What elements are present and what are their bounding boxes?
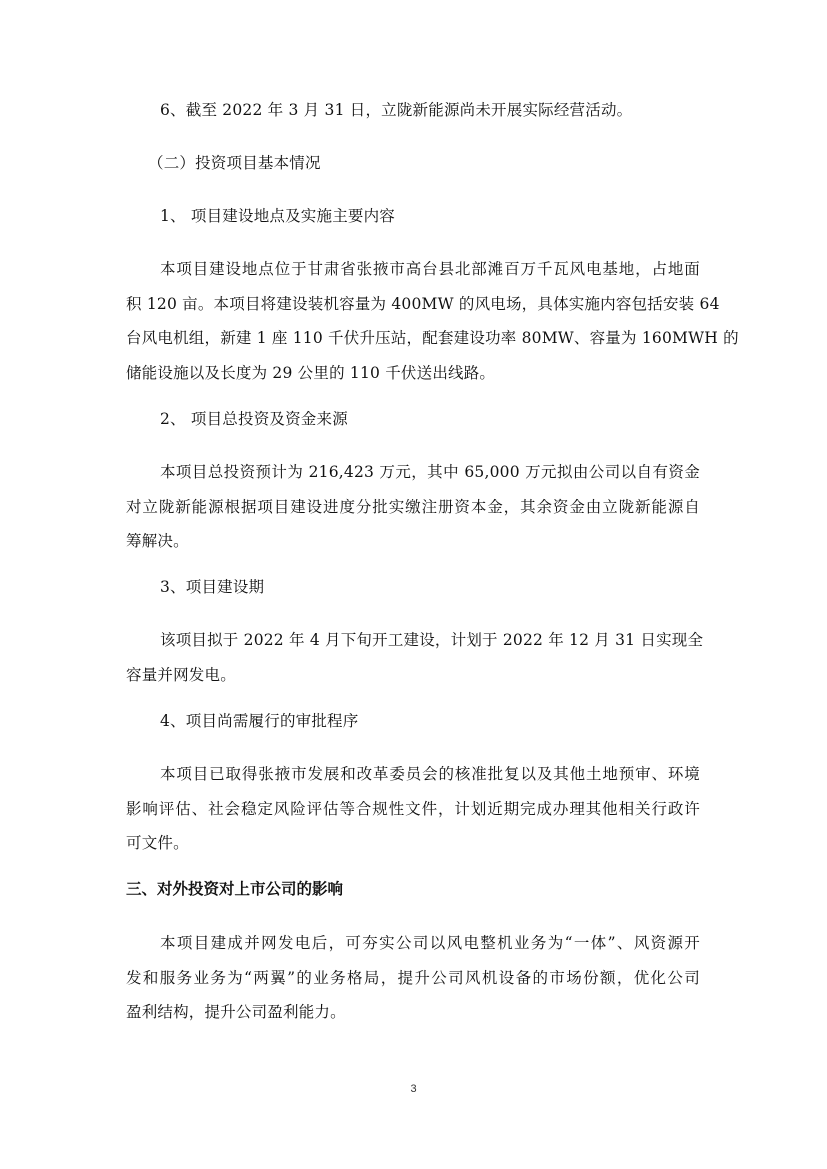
page-number: 3 — [410, 1083, 417, 1095]
heading-2: 2、 项目总投资及资金来源 — [160, 410, 348, 428]
paragraph-5 — [126, 926, 700, 1030]
heading-1: 1、 项目建设地点及实施主要内容 — [160, 207, 395, 225]
paragraph-2-line: 对立陇新能源根据项目建设进度分批实缴注册资本金，其余资金由立陇新能源自 — [126, 497, 700, 516]
paragraph-1-line: 本项目建设地点位于甘肃省张掖市高台县北部滩百万千瓦风电基地，占地面 — [160, 260, 700, 278]
paragraph-2-line: 本项目总投资预计为 216,423 万元，其中 65,000 万元拟由公司以自有资金 — [160, 463, 700, 481]
paragraph-3-line: 容量并网发电。 — [126, 665, 236, 684]
section-3-heading: 三、对外投资对上市公司的影响 — [126, 880, 344, 898]
paragraph-1 — [126, 252, 739, 390]
paragraph-4-line: 影响评估、社会稳定风险评估等合规性文件，计划近期完成办理其他相关行政许 — [126, 799, 700, 818]
heading-3: 3、项目建设期 — [160, 578, 265, 596]
paragraph-2-line: 筹解决。 — [126, 532, 189, 550]
paragraph-1-line: 台风电机组，新建 1 座 110 千伏升压站，配套建设功率 80MW、容量为 160MWH 的 — [126, 329, 739, 347]
paragraph-2 — [126, 455, 700, 559]
subsection-heading: （二）投资项目基本情况 — [148, 154, 321, 172]
heading-4: 4、项目尚需履行的审批程序 — [160, 712, 359, 730]
paragraph-1-line: 储能设施以及长度为 29 公里的 110 千伏送出线路。 — [126, 363, 496, 382]
paragraph-4-line: 可文件。 — [126, 834, 189, 852]
paragraph-3-line: 该项目拟于 2022 年 4 月下旬开工建设，计划于 2022 年 12 月 31 日实现全 — [160, 631, 704, 649]
paragraph-5-line: 本项目建成并网发电后，可夯实公司以风电整机业务为“一体”、风资源开 — [160, 934, 700, 952]
paragraph-5-line: 发和服务业务为“两翼”的业务格局，提升公司风机设备的市场份额，优化公司 — [126, 968, 700, 987]
paragraph-4-line: 本项目已取得张掖市发展和改革委员会的核准批复以及其他土地预审、环境 — [160, 765, 700, 783]
paragraph-1-line: 积 120 亩。本项目将建设装机容量为 400MW 的风电场，具体实施内容包括安装 64 — [126, 294, 720, 313]
paragraph-3 — [126, 623, 704, 692]
item-6-text: 6、截至 2022 年 3 月 31 日，立陇新能源尚未开展实际经营活动。 — [160, 101, 633, 119]
paragraph-4 — [126, 757, 700, 861]
paragraph-5-line: 盈利结构，提升公司盈利能力。 — [126, 1003, 346, 1021]
